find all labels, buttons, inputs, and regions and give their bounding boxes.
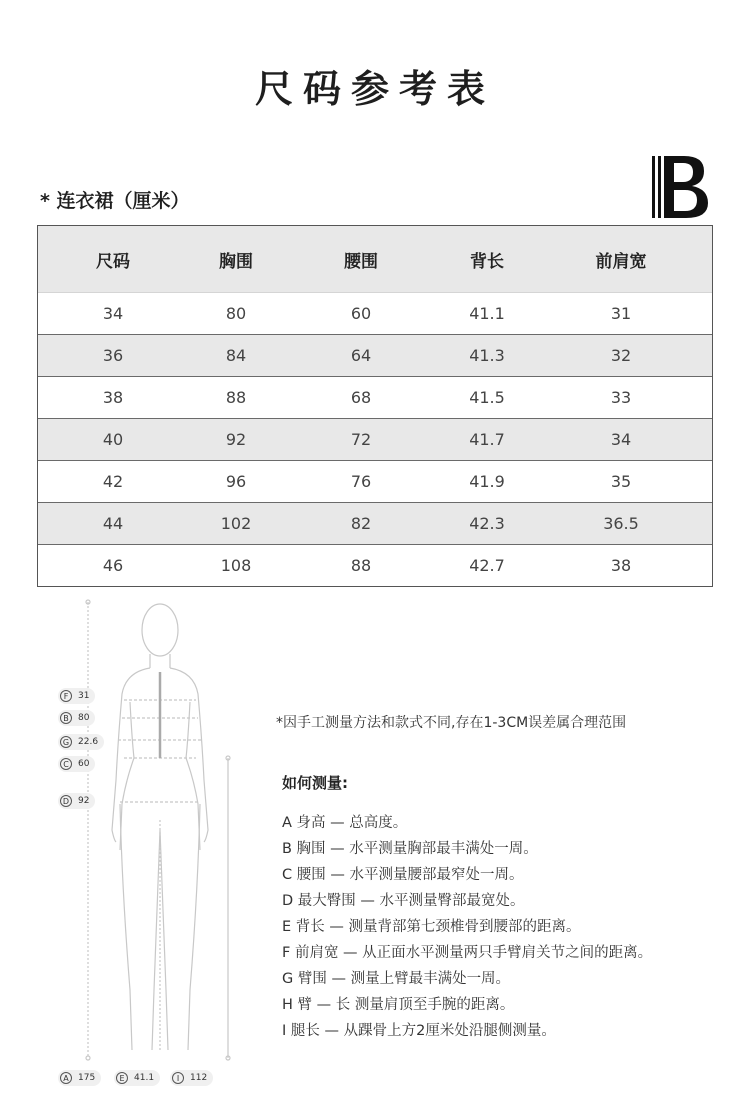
cell-size: 38	[102, 388, 124, 407]
marker-i	[170, 1070, 213, 1086]
table-row	[38, 460, 712, 502]
table-row	[38, 376, 712, 418]
list-item: I 腿长 — 从踝骨上方2厘米处沿腿侧测量。	[282, 1023, 556, 1039]
marker-letter: F	[60, 690, 72, 702]
marker-value: 22.6	[78, 737, 99, 747]
marker-value: 80	[78, 713, 90, 723]
marker-letter: G	[60, 736, 72, 748]
marker-letter: A	[60, 1072, 72, 1084]
howto-steps	[282, 810, 652, 1044]
table-row	[38, 334, 712, 376]
size-table	[37, 225, 713, 587]
section-subtitle: * 连衣裙（厘米）	[40, 190, 190, 212]
tolerance-note: *因手工测量方法和款式不同,存在1-3CM误差属合理范围	[276, 715, 627, 731]
header-waist: 腰围	[344, 251, 378, 272]
cell-waist: 76	[350, 472, 372, 491]
brand-logo-icon	[650, 154, 712, 220]
cell-shoulder: 31	[610, 304, 632, 323]
page-title: 尺码参考表	[254, 67, 495, 111]
marker-c	[58, 756, 95, 772]
measurement-figure	[50, 590, 250, 1100]
cell-waist: 68	[350, 388, 372, 407]
table-row	[38, 293, 712, 334]
cell-size: 44	[102, 514, 124, 533]
cell-size: 34	[102, 304, 124, 323]
cell-back-length: 41.1	[469, 304, 505, 323]
list-item: A 身高 — 总高度。	[282, 815, 408, 831]
marker-letter: B	[60, 712, 72, 724]
marker-value: 31	[78, 691, 90, 701]
list-item: H 臂 — 长 测量肩顶至手腕的距离。	[282, 997, 515, 1013]
list-item: E 背长 — 测量背部第七颈椎骨到腰部的距离。	[282, 919, 581, 935]
marker-letter: I	[172, 1072, 184, 1084]
cell-bust: 92	[225, 430, 247, 449]
marker-value: 60	[78, 759, 90, 769]
cell-shoulder: 36.5	[603, 514, 639, 533]
cell-waist: 64	[350, 346, 372, 365]
cell-size: 36	[102, 346, 124, 365]
header-shoulder: 前肩宽	[595, 251, 647, 272]
table-row	[38, 544, 712, 586]
marker-a	[58, 1070, 101, 1086]
cell-back-length: 41.3	[469, 346, 505, 365]
marker-g	[58, 734, 104, 750]
cell-shoulder: 33	[610, 388, 632, 407]
marker-value: 112	[190, 1073, 208, 1083]
cell-waist: 72	[350, 430, 372, 449]
header-bust: 胸围	[219, 251, 253, 272]
list-item: D 最大臀围 — 水平测量臀部最宽处。	[282, 893, 525, 909]
cell-bust: 108	[220, 556, 252, 575]
list-item: B 胸围 — 水平测量胸部最丰满处一周。	[282, 841, 538, 857]
marker-value: 41.1	[134, 1073, 155, 1083]
cell-bust: 96	[225, 472, 247, 491]
cell-back-length: 41.5	[469, 388, 505, 407]
list-item: F 前肩宽 — 从正面水平测量两只手臂肩关节之间的距离。	[282, 945, 653, 961]
marker-letter: D	[60, 795, 72, 807]
cell-back-length: 42.7	[469, 556, 505, 575]
cell-bust: 88	[225, 388, 247, 407]
marker-b	[58, 710, 95, 726]
cell-back-length: 41.7	[469, 430, 505, 449]
cell-bust: 84	[225, 346, 247, 365]
header-size: 尺码	[96, 251, 130, 272]
cell-shoulder: 32	[610, 346, 632, 365]
marker-f	[58, 688, 95, 704]
marker-e	[114, 1070, 160, 1086]
cell-size: 46	[102, 556, 124, 575]
marker-letter: E	[116, 1072, 128, 1084]
cell-waist: 88	[350, 556, 372, 575]
cell-shoulder: 35	[610, 472, 632, 491]
table-row	[38, 418, 712, 460]
list-item: G 臂围 — 测量上臂最丰满处一周。	[282, 971, 511, 987]
cell-waist: 82	[350, 514, 372, 533]
body-outline-icon	[50, 590, 250, 1100]
cell-back-length: 42.3	[469, 514, 505, 533]
cell-shoulder: 38	[610, 556, 632, 575]
howto-title: 如何测量:	[282, 774, 348, 792]
header-back-length: 背长	[470, 251, 504, 272]
marker-letter: C	[60, 758, 72, 770]
marker-value: 92	[78, 796, 90, 806]
marker-d	[58, 793, 95, 809]
cell-shoulder: 34	[610, 430, 632, 449]
cell-size: 42	[102, 472, 124, 491]
cell-waist: 60	[350, 304, 372, 323]
table-row	[38, 502, 712, 544]
cell-size: 40	[102, 430, 124, 449]
cell-bust: 80	[225, 304, 247, 323]
list-item: C 腰围 — 水平测量腰部最窄处一周。	[282, 867, 524, 883]
cell-bust: 102	[220, 514, 252, 533]
marker-value: 175	[78, 1073, 96, 1083]
cell-back-length: 41.9	[469, 472, 505, 491]
table-header-row	[38, 226, 712, 293]
